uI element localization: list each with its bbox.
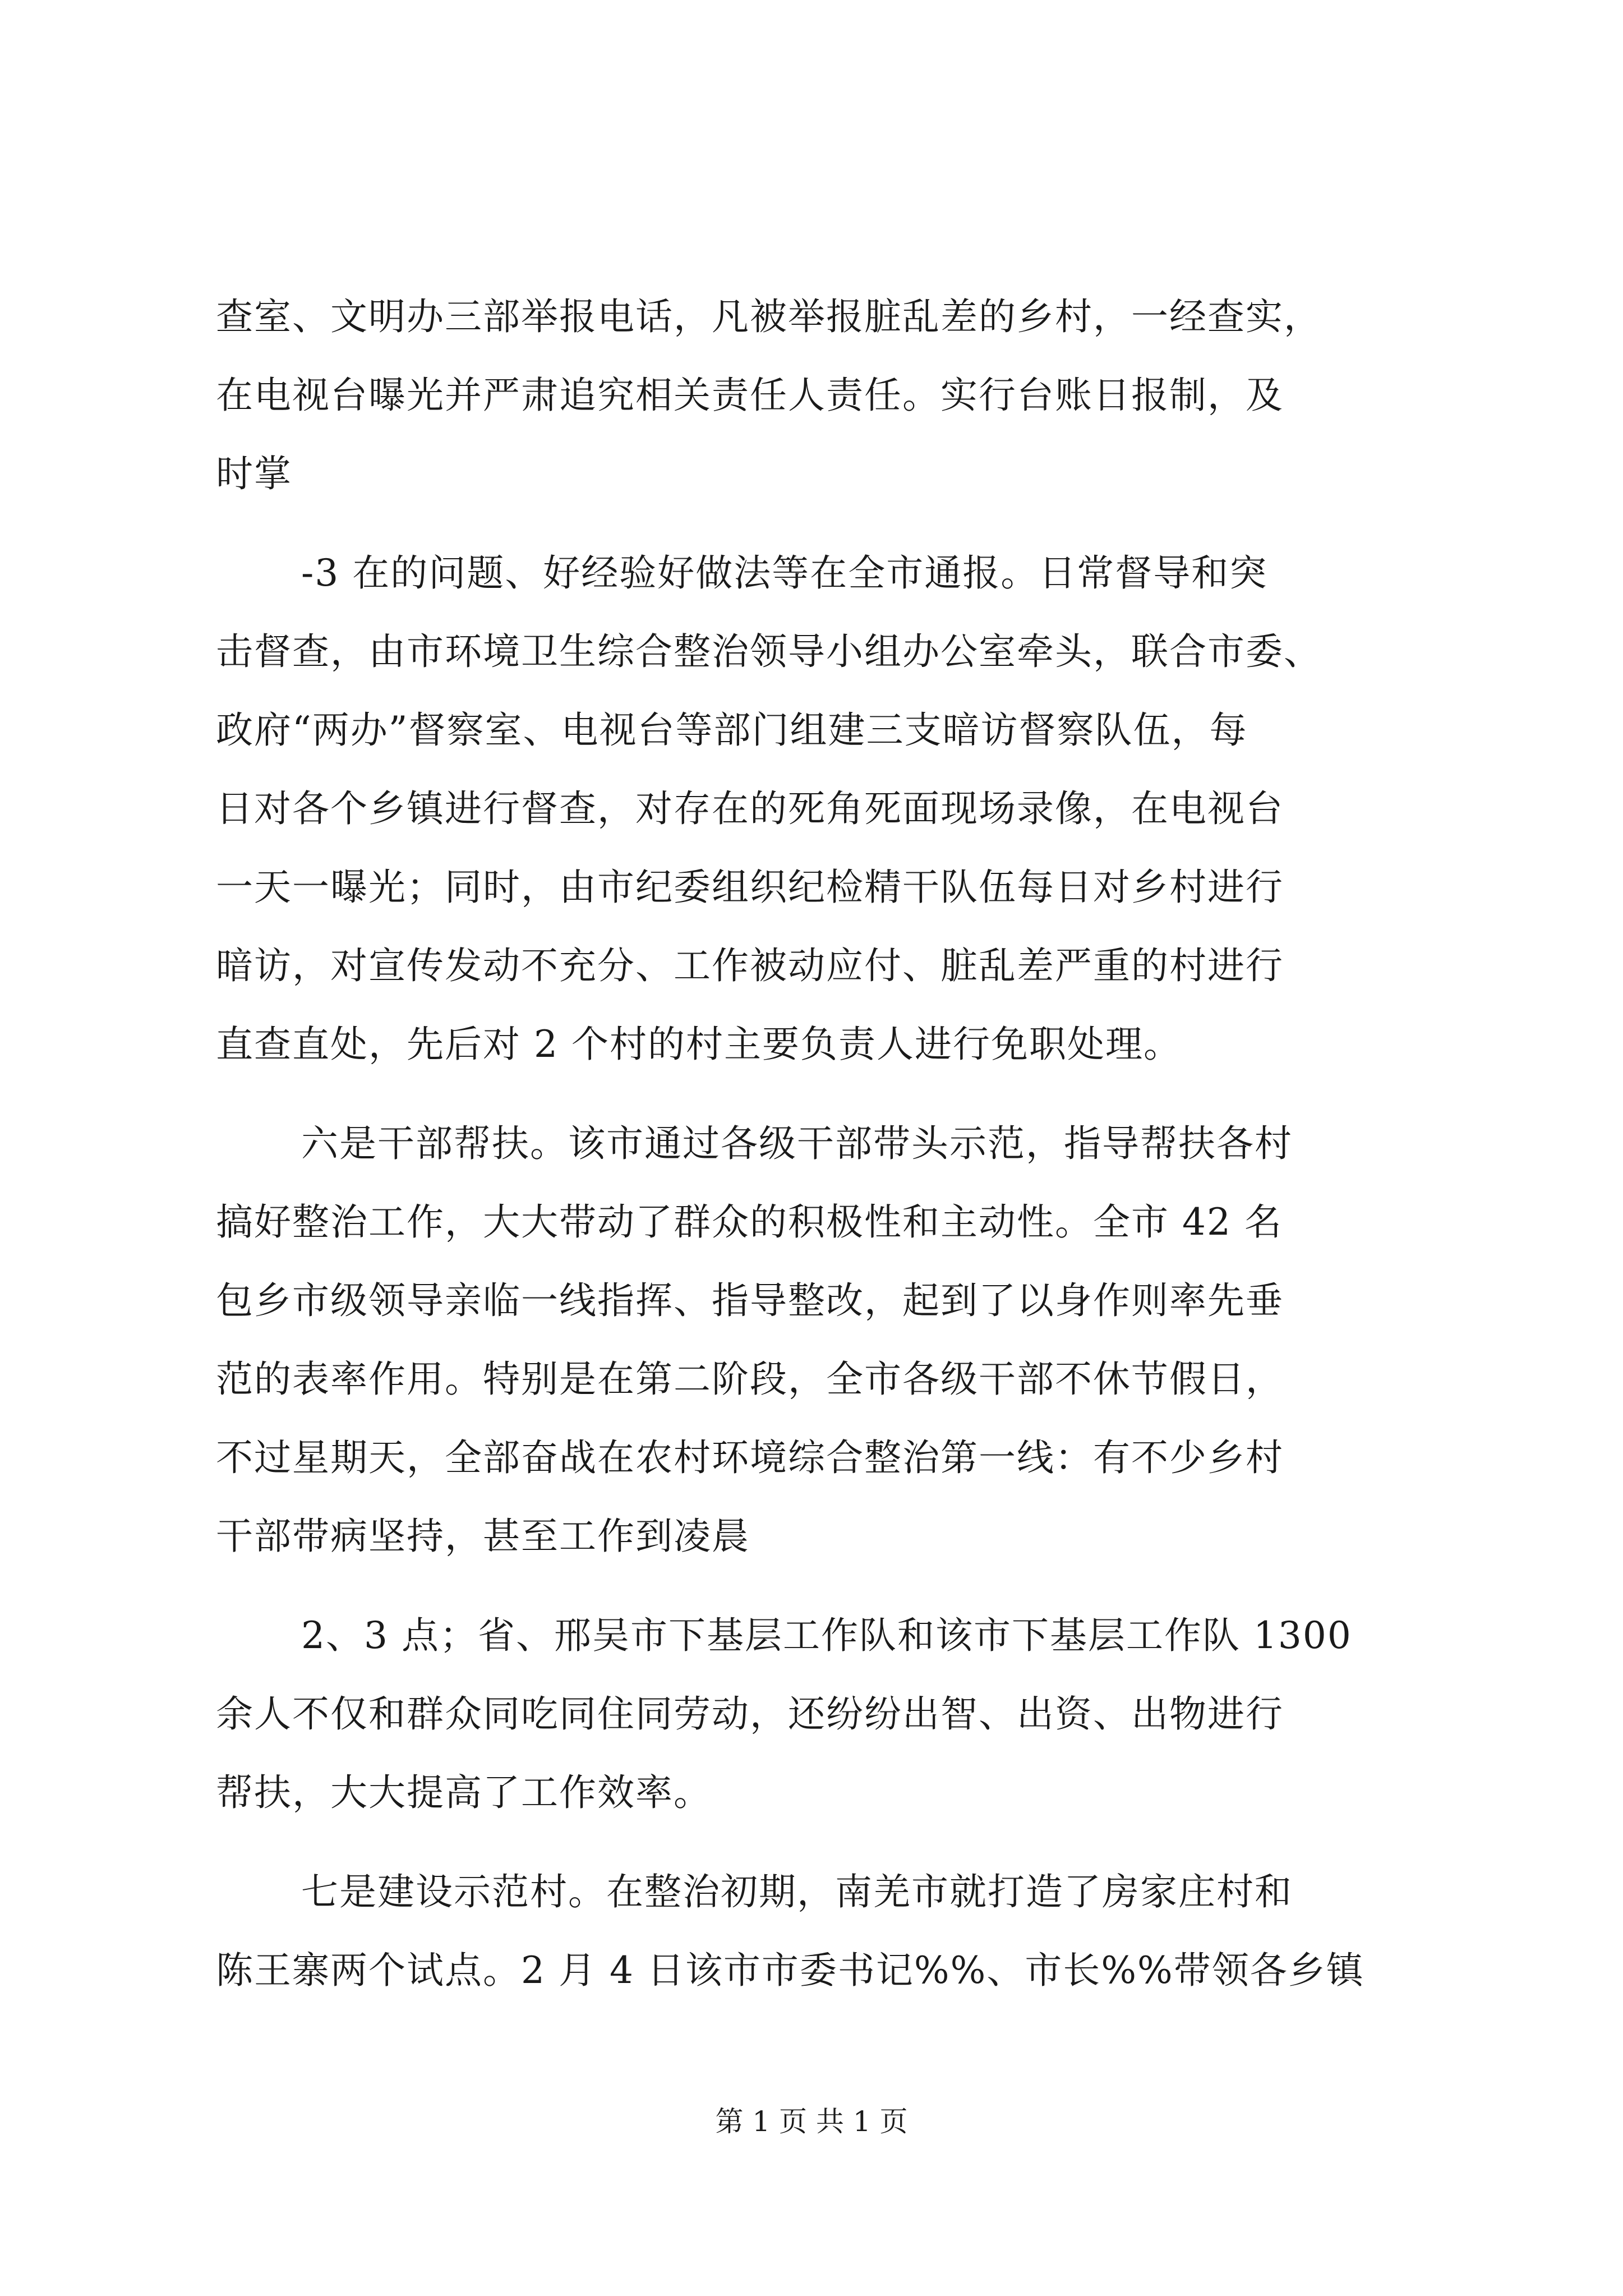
text-line: 帮扶，大大提高了工作效率。: [216, 1771, 712, 1814]
text-line: 2、3 点；省、邢吴市下基层工作队和该市下基层工作队 1300: [301, 1614, 1352, 1657]
text-line: 余人不仅和群众同吃同住同劳动，还纷纷出智、出资、出物进行: [216, 1692, 1284, 1736]
text-line: 六是干部帮扶。该市通过各级干部带头示范，指导帮扶各村: [301, 1122, 1293, 1165]
text-line: 不过星期天，全部奋战在农村环境综合整治第一线：有不少乡村: [216, 1436, 1284, 1479]
text-line: 时掌: [216, 452, 292, 495]
text-line: 七是建设示范村。在整治初期，南羌市就打造了房家庄村和: [301, 1870, 1293, 1913]
text-line: 包乡市级领导亲临一线指挥、指导整改，起到了以身作则率先垂: [216, 1279, 1284, 1322]
text-line: 搞好整治工作，大大带动了群众的积极性和主动性。全市 42 名: [216, 1200, 1283, 1244]
text-line: 日对各个乡镇进行督查，对存在的死角死面现场录像，在电视台: [216, 787, 1284, 830]
text-line: 暗访，对宣传发动不充分、工作被动应付、脏乱差严重的村进行: [216, 944, 1284, 987]
text-line: 陈王寨两个试点。2 月 4 日该市市委书记%%、市长%%带领各乡镇: [216, 1949, 1364, 1992]
text-line: 击督查，由市环境卫生综合整治领导小组办公室牵头，联合市委、: [216, 630, 1322, 673]
text-line: 政府“两办”督察室、电视台等部门组建三支暗访督察队伍，每: [216, 708, 1248, 752]
text-line: 在电视台曝光并严肃追究相关责任人责任。实行台账日报制，及: [216, 374, 1284, 417]
text-line: 直查直处，先后对 2 个村的村主要负责人进行免职处理。: [216, 1023, 1182, 1066]
page-footer: 第 1 页 共 1 页: [715, 2105, 908, 2138]
text-line: 查室、文明办三部举报电话，凡被举报脏乱差的乡村，一经查实，: [216, 295, 1322, 338]
text-line: 范的表率作用。特别是在第二阶段，全市各级干部不休节假日，: [216, 1358, 1284, 1401]
text-line: 干部带病坚持，甚至工作到凌晨: [216, 1515, 750, 1558]
text-line: -3 在的问题、好经验好做法等在全市通报。日常督导和突: [301, 551, 1268, 595]
text-line: 一天一曝光；同时，由市纪委组织纪检精干队伍每日对乡村进行: [216, 866, 1284, 909]
